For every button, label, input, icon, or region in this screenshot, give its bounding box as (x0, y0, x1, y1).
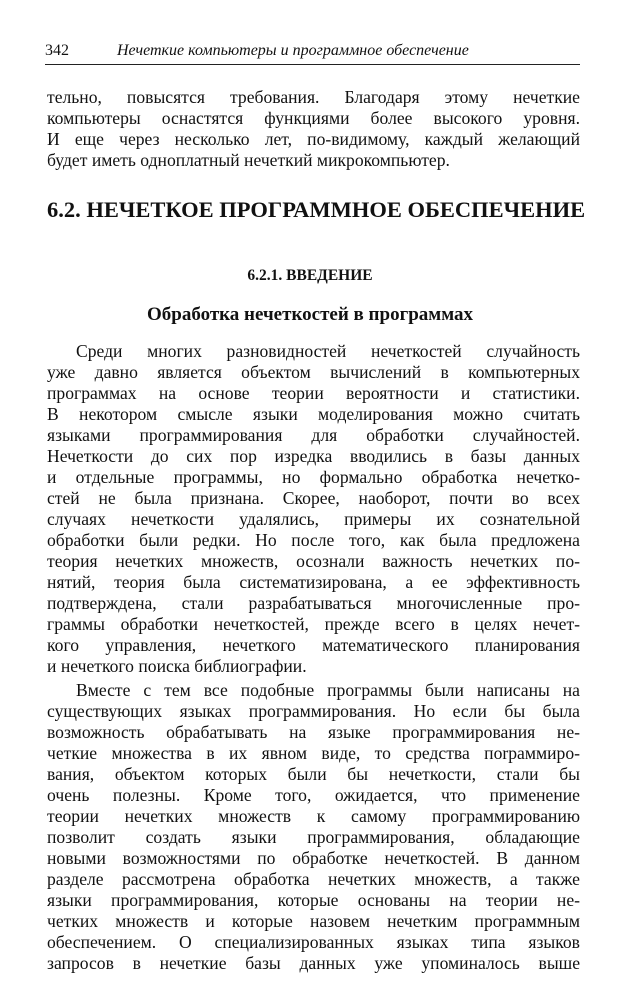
paragraph-2-line: новыми возможностями по обработке нечеткостей. В данном (47, 848, 580, 868)
paragraph-2-line: четкие множества в их явном виде, то средства поrраммиро- (47, 743, 580, 763)
paragraph-2-line: запросов в нечеткие базы данных уже упоминалось выше (47, 953, 580, 973)
paragraph-1-line: случаях нечеткости удалялись, примеры их сознательной (47, 509, 580, 529)
intro-line: тельно, повысятся требования. Благодаря этому нечеткие (47, 87, 580, 107)
paragraph-2-line: вания, объектом которых были бы нечеткости, стали бы (47, 764, 580, 784)
intro-line: И еще через несколько лет, по-видимому, каждый желающий (47, 129, 580, 149)
paragraph-1-line: языками программирования для обработки случайностей. (47, 425, 580, 445)
paragraph-2-line: позволит создать языки программирования, обладающие (47, 827, 580, 847)
intro-line: будет иметь одноплатный нечеткий микрокомпьютер. (47, 150, 450, 170)
paragraph-1-line: кого управления, нечеткого математического планирования (47, 635, 580, 655)
paragraph-2-line: очень полезны. Кроме того, ожидается, что применение (47, 785, 580, 805)
page-number: 342 (45, 42, 69, 59)
paragraph-2-line: теории нечетких множеств к самому программированию (47, 806, 580, 826)
paragraph-1-line: стей не была признана. Скорее, наоборот, почти во всех (47, 488, 580, 508)
paragraph-1-line: граммы обработки нечеткостей, прежде всего в целях нечет- (47, 614, 580, 634)
paragraph-1-line: нятий, теория была систематизирована, а ее эффективность (47, 572, 580, 592)
header-rule (45, 64, 580, 65)
paragraph-1-line: В некотором смысле языки моделирования можно считать (47, 404, 580, 424)
paragraph-1-line: программах на основе теории вероятности и статистики. (47, 383, 580, 403)
paragraph-2-line: возможность обрабатывать на языке программирования не- (47, 722, 580, 742)
intro-line: компьютеры оснастятся функциями более высокого уровня. (47, 108, 580, 128)
paragraph-2-line: существующих языках программирования. Но если бы была (47, 701, 580, 721)
paragraph-2-line: языки программирования, которые основаны на теории не- (47, 890, 580, 910)
paragraph-1-line: уже давно является объектом вычислений в компьютерных (47, 362, 580, 382)
paragraph-1-line: обработки были редки. Но после того, как была предложена (47, 530, 580, 550)
running-head (45, 41, 580, 63)
paragraph-1-line: теория нечетких множеств, осознали важность нечетких по- (47, 551, 580, 571)
running-title: Нечеткие компьютеры и программное обеспечение (117, 42, 469, 59)
paragraph-2-line: разделе рассмотрена обработка нечетких множеств, а также (47, 869, 580, 889)
paragraph-2-line: четких множеств и которые назовем нечетким программным (47, 911, 580, 931)
paragraph-1-line: и нечеткого поиска библиографии. (47, 656, 307, 676)
section-heading: 6.2. НЕЧЕТКОЕ ПРОГРАММНОЕ ОБЕСПЕЧЕНИЕ (47, 197, 586, 222)
subsection-heading: 6.2.1. ВВЕДЕНИЕ (247, 267, 373, 284)
paragraph-1-line: Нечеткости до сих пор изредка вводились в базы данных (47, 446, 580, 466)
paragraph-1-line: Среди многих разновидностей нечеткостей случайность (76, 341, 580, 361)
paragraph-1-line: подтверждена, стали разрабатываться многочисленные про- (47, 593, 580, 613)
topic-heading: Обработка нечеткостей в программах (146, 304, 474, 325)
paragraph-2-line: обеспечением. О специализированных языках типа языков (47, 932, 580, 952)
paragraph-1-line: и отдельные программы, но формально обработка нечетко- (47, 467, 580, 487)
paragraph-2-line: Вместе с тем все подобные программы были написаны на (76, 680, 580, 700)
